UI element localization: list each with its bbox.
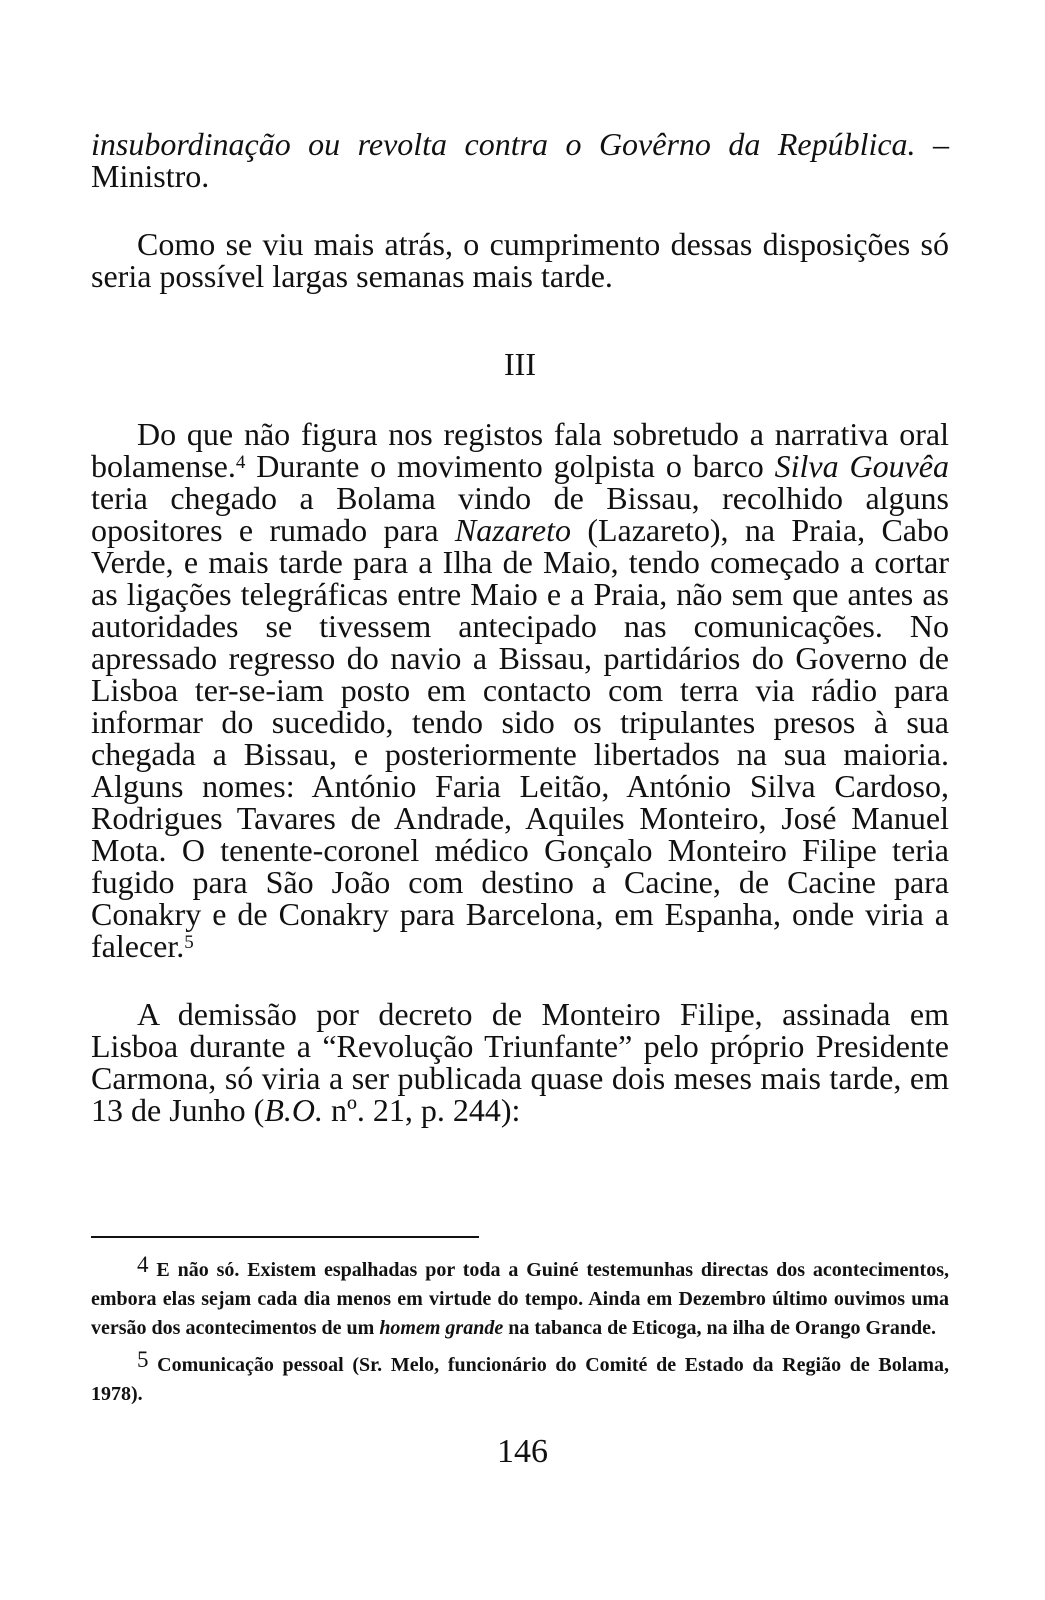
section-heading: III xyxy=(504,346,536,382)
page-body xyxy=(91,128,949,1126)
ship-name: Silva Gouvêa xyxy=(774,448,950,484)
paragraph-2: Como se viu mais atrás, o cumprimento dessas disposições só seria possível largas semanas mais tarde. xyxy=(91,226,949,294)
intro-italic: insubordinação ou revolta contra o Govêrno da República. – xyxy=(91,126,949,162)
footnote-number: 5 xyxy=(137,1347,149,1372)
footnote-divider xyxy=(91,1236,479,1238)
intro-paragraph xyxy=(91,128,949,192)
footnote-ref-4[interactable]: 4 xyxy=(235,452,246,473)
footnote-number: 4 xyxy=(137,1252,149,1277)
bulletin-abbrev: B.O. xyxy=(264,1092,323,1128)
footnote-4: 4 E não só. Existem espalhadas por toda a Guiné testemunhas directas dos acontecimentos, embora elas sejam cada dia menos em virtude do tempo. Ainda em Dezembro último ouvimos uma versão dos acontecimentos de um homem grande na tabanca de Eticoga, na ilha de Orango Grande. xyxy=(91,1252,949,1339)
place-name-italic: Nazareto xyxy=(454,512,571,548)
footnote-5: 5 Comunicação pessoal (Sr. Melo, funcionário do Comité de Estado da Região de Bolama, 1978). xyxy=(91,1347,949,1405)
paragraph-3: Do que não figura nos registos fala sobretudo a narrativa oral bolamense.$^4$ Durante o movimento golpista o barco Silva Gouvêa teria chegado a Bolama vindo de Bissau, recolhido alguns opositores e rumado para Nazareto (Lazareto), na Praia, Cabo Verde, e mais tarde para a Ilha de Maio, tendo começado a cortar as ligações telegráficas entre Maio e a Praia, não sem que antes as autoridades se tivessem antecipado nas comunicações. No apressado regresso do navio a Bissau, partidários do Governo de Lisboa ter-se-iam posto em contacto com terra via rádio para informar do sucedido, tendo sido os tripulantes presos à sua chegada a Bissau, e posteriormente libertados na sua maioria. Alguns nomes: António Faria Leitão, António Silva Cardoso, Rodrigues Tavares de Andrade, Aquiles Monteiro, José Manuel Mota. O tenente-coronel médico Gonçalo Monteiro Filipe teria fugido para São João com destino a Cacine, de Cacine para Conakry e de Conakry para Barcelona, em Espanha, onde viria a falecer.$^5$ xyxy=(91,416,950,964)
intro-rest: Ministro. xyxy=(91,158,210,194)
page-number: 146 xyxy=(497,1433,548,1470)
footnotes xyxy=(91,1252,949,1409)
footnote-ref-5[interactable]: 5 xyxy=(184,932,194,953)
paragraph-4: A demissão por decreto de Monteiro Filipe, assinada em Lisboa durante a “Revolução Triunfante” pelo próprio Presidente Carmona, só viria a ser publicada quase dois meses mais tarde, em 13 de Junho (B.O. nº. 21, p. 244): xyxy=(91,996,949,1128)
